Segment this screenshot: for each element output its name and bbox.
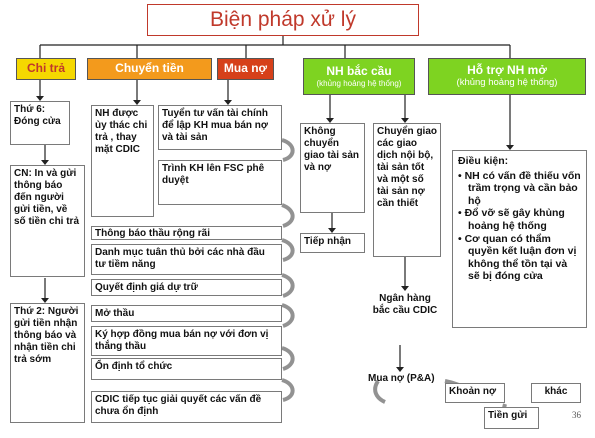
header-nh-bac-cau-label: NH bắc cầu [326,64,392,78]
step-tender-notice-text: Thông báo thầu rộng rãi [95,228,210,239]
loan-box [445,383,505,403]
other-text: khác [544,386,568,397]
receive-text: Tiếp nhận [304,236,352,247]
pa-text: Mua nợ (P&A) [368,373,435,384]
step-stabilize [91,358,282,380]
advisor-step [158,105,282,150]
header-ho-tro [428,58,586,95]
header-mua-no [217,58,274,80]
header-chuyen-tien-label: Chuyển tiền [115,61,184,76]
chi-tra-step-monday-text: Thứ 2: Người gửi tiền nhận thông báo và nhận tiền chi trả sớm [14,306,79,365]
deposit-box [484,407,539,429]
step-tender-notice [91,226,282,240]
pa-label [368,373,448,385]
condition-item: • Cơ quan có thẩm quyền kết luận đơn vị không thể tồn tại và sẽ bị đóng cửa [458,232,577,283]
step-cdic-continue-text: CDIC tiếp tục giải quyết các vấn đề chưa ổn định [95,394,262,417]
transfer-text: Chuyển giao các giao dịch nội bộ, tài sản tốt và một số tài sản nợ cần thiết [377,126,438,209]
loan-text: Khoản nợ [449,386,497,397]
bridge-bank-label [370,293,440,317]
conditions-title: Điều kiện: [458,155,509,167]
other-box [531,383,581,403]
no-transfer-box [300,123,365,213]
chi-tra-step-friday-text: Thứ 6: Đóng cửa [14,104,61,127]
header-nh-bac-cau-sub: (khủng hoảng hệ thống) [316,78,402,88]
bridge-bank-text: Ngân hàng bắc cầu CDIC [372,293,438,316]
advisor-step-text: Tuyển tư vấn tài chính để lập KH mua bán nợ và tài sản [162,108,269,143]
header-ho-tro-label: Hỗ trợ NH mở [467,63,547,78]
condition-item-text: NH có vấn đề thiếu vốn trầm trọng và cần bảo hộ [464,169,581,207]
step-reserve-price-text: Quyết định giá dự trữ [95,282,198,293]
chi-tra-step-sunday [10,165,85,277]
chi-tra-step-sunday-text: CN: In và gửi thông báo đến người gửi tiền, về số tiền chi trả [14,168,80,227]
condition-item-text: Đổ vỡ sẽ gây khủng hoảng hệ thống [464,207,565,232]
condition-item: • NH có vấn đề thiếu vốn trầm trọng và cần bảo hộ [458,169,581,207]
chi-tra-step-friday [10,101,70,145]
step-reserve-price [91,279,282,296]
page-number [572,410,581,421]
step-sign-contract-text: Ký hợp đồng mua bán nợ với đơn vị thắng thầu [95,329,269,352]
plan-approval-step-text: Trình KH lên FSC phê duyệt [162,163,265,186]
deposit-text: Tiền gửi [488,410,528,421]
plan-approval-step [158,160,282,205]
condition-item-text: Cơ quan có thẩm quyền kết luận đơn vị không thể tồn tại và sẽ bị đóng cửa [464,232,577,283]
chuyen-tien-trustee-bank [91,105,154,217]
header-mua-no-label: Mua nợ [223,61,268,76]
header-chuyen-tien [87,58,212,80]
step-open-tender-text: Mở thầu [95,308,135,319]
chi-tra-step-monday [10,303,85,423]
header-chi-tra [16,58,76,80]
header-ho-tro-sub: (khủng hoảng hệ thống) [456,76,558,88]
title-text: Biện pháp xử lý [210,7,356,31]
chuyen-tien-trustee-bank-text: NH được ủy thác chi trả , thay mặt CDIC [95,108,148,155]
header-nh-bac-cau [303,58,415,95]
header-chi-tra-label: Chi trả [26,61,65,76]
conditions-box [452,150,587,328]
step-open-tender [91,305,282,322]
step-sign-contract [91,326,282,356]
step-cdic-continue [91,391,282,423]
step-investor-list-text: Danh mục tuân thủ bởi các nhà đầu tư tiềm năng [95,247,265,270]
no-transfer-text: Không chuyển giao tài sản và nợ [304,126,360,173]
page-title [147,4,419,36]
step-investor-list [91,244,282,275]
condition-item: • Đổ vỡ sẽ gây khủng hoảng hệ thống [458,207,565,232]
page-number-text: 36 [572,410,581,420]
receive-box [300,233,365,253]
transfer-box [373,123,441,257]
step-stabilize-text: Ổn định tổ chức [95,361,173,372]
